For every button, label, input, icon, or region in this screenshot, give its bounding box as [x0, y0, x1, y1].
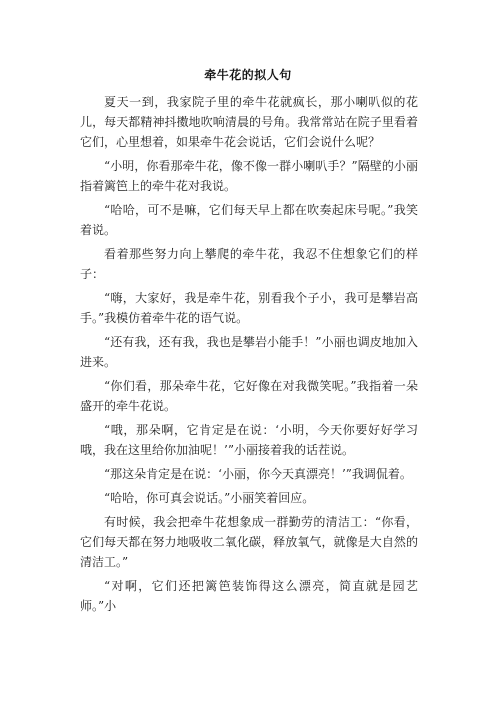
paragraph-2: “小明，你看那牵牛花，像不像一群小喇叭手？”隔壁的小丽指着篱笆上的牵牛花对我说。 — [80, 159, 418, 193]
page-title: 牵牛花的拟人句 — [204, 68, 292, 82]
paragraph-11: 有时候，我会把牵牛花想象成一群勤劳的清洁工：“你看，它们每天都在努力地吸收二氧化碳，释放氧气，就像是大自然的清洁工。” — [80, 515, 418, 569]
paragraph-7: “你们看，那朵牵牛花，它好像在对我微笑呢。”我指着一朵盛开的牵牛花说。 — [80, 379, 418, 413]
paragraph-9: “那这朵肯定是在说：‘小丽，你今天真漂亮！’”我调侃着。 — [104, 467, 412, 481]
document-body — [80, 92, 418, 620]
paragraph-3: “哈哈，可不是嘛，它们每天早上都在吹奏起床号呢。”我笑着说。 — [80, 203, 418, 237]
paragraph-4: 看着那些努力向上攀爬的牵牛花，我忍不住想象它们的样子： — [80, 247, 418, 281]
paragraph-8: “哦，那朵啊，它肯定是在说：‘小明，今天你要好好学习哦，我在这里给你加油呢！’”小丽接着我的话茬说。 — [80, 423, 418, 457]
paragraph-10: “哈哈，你可真会说话。”小丽笑着回应。 — [104, 491, 315, 505]
paragraph-5: “嗨，大家好，我是牵牛花，别看我个子小，我可是攀岩高手。”我模仿着牵牛花的语气说。 — [80, 291, 418, 325]
paragraph-6: “还有我，还有我，我也是攀岩小能手！”小丽也调皮地加入进来。 — [80, 335, 418, 369]
paragraph-1: 夏天一到，我家院子里的牵牛花就疯长，那小喇叭似的花儿，每天都精神抖擞地吹响清晨的号角。我常常站在院子里看着它们，心里想着，如果牵牛花会说话，它们会说什么呢？ — [80, 95, 418, 149]
paragraph-12: “对啊，它们还把篱笆装饰得这么漂亮，简直就是园艺师。”小 — [80, 579, 418, 613]
